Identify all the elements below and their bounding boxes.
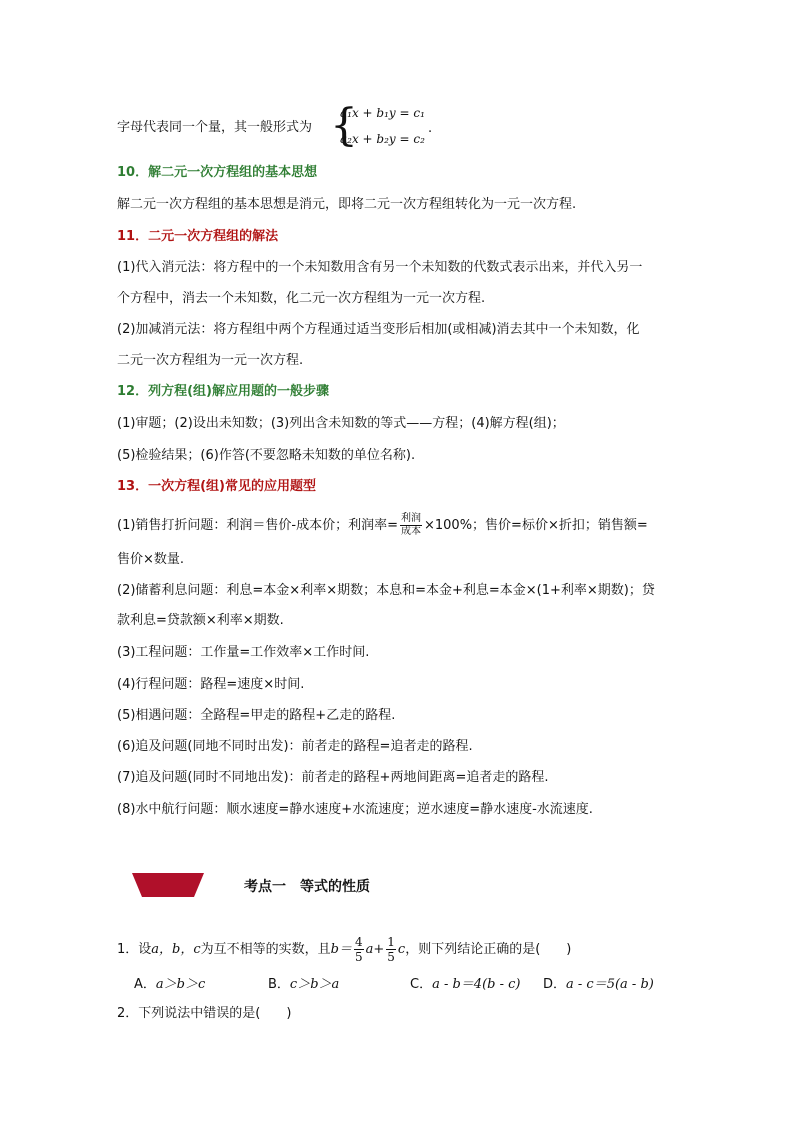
fraction-numerator: 利润: [401, 513, 421, 524]
q1-vars: a，b，c: [151, 942, 201, 957]
equation-1: a₁x + b₁y = c₁: [340, 106, 425, 120]
fraction-denominator: 成本: [401, 526, 421, 537]
intro-label: 字母代表同一个量，其一般形式为: [117, 120, 313, 135]
option-b: [268, 975, 339, 995]
s13-l2b: 款利息=贷款额×利率×期数.: [117, 613, 284, 628]
s13-l1-post: ×100%；售价=标价×折扣；销售额=: [424, 518, 648, 533]
fraction-denominator: 5: [354, 950, 363, 964]
option-d-label: D．: [543, 977, 567, 992]
option-c: [410, 975, 520, 995]
heading-11: 11．二元一次方程组的解法: [117, 229, 279, 244]
s11-p1b: 个方程中，消去一个未知数，化二元一次方程组为一元一次方程.: [117, 291, 486, 306]
q1-a: a+: [365, 942, 385, 957]
option-c-text: a - b＝4(b - c): [432, 977, 521, 992]
s11-p2b: 二元一次方程组为一元一次方程.: [117, 353, 304, 368]
s13-l6: (6)追及问题(同地不同时出发)：前者走的路程=追者走的路程.: [117, 739, 473, 754]
question-2: 2．下列说法中错误的是( ): [117, 1006, 292, 1021]
fraction-1-5: [386, 935, 396, 964]
profit-rate-fraction: [400, 513, 422, 538]
equation-2: a₂x + b₂y = c₂: [340, 132, 425, 146]
equation-system: [330, 100, 433, 154]
s13-l8: (8)水中航行问题：顺水速度=静水速度+水流速度；逆水速度=静水速度-水流速度.: [117, 802, 593, 817]
s10-body: 解二元一次方程组的基本思想是消元，即将二元一次方程组转化为一元一次方程.: [117, 197, 577, 212]
heading-10: 10．解二元一次方程组的基本思想: [117, 165, 318, 180]
option-b-label: B．: [268, 977, 290, 992]
fraction-numerator: 4: [354, 935, 363, 949]
heading-13: 13．一次方程(组)常见的应用题型: [117, 479, 316, 494]
fraction-denominator: 5: [387, 950, 395, 964]
option-d-text: a - c＝5(a - b): [566, 977, 654, 992]
q1-b-eq: b＝: [330, 942, 352, 957]
s13-l3: (3)工程问题：工作量=工作效率×工作时间.: [117, 645, 370, 660]
q1-mid: 为互不相等的实数，且: [200, 942, 331, 957]
intro-period: .: [428, 121, 433, 136]
q1-number: 1．设: [117, 942, 152, 957]
s13-l1-pre: (1)销售打折问题：利润＝售价-成本价；利润率=: [117, 518, 398, 533]
question-1: [117, 935, 571, 964]
s13-l1: [117, 513, 648, 538]
fraction-4-5: [354, 935, 364, 964]
fraction-numerator: 1: [387, 935, 395, 949]
option-a-text: a＞b＞c: [155, 977, 206, 992]
s12-l1: (1)审题；(2)设出未知数；(3)列出含未知数的等式——方程；(4)解方程(组)；: [117, 416, 565, 431]
s13-l4: (4)行程问题：路程=速度×时间.: [117, 677, 305, 692]
q1-post: ，则下列结论正确的是( ): [405, 942, 572, 957]
left-brace: {: [330, 100, 358, 151]
s13-l5: (5)相遇问题：全路程=甲走的路程+乙走的路程.: [117, 708, 396, 723]
section-banner: [132, 873, 204, 897]
s12-l2: (5)检验结果；(6)作答(不要忽略未知数的单位名称).: [117, 448, 416, 463]
option-b-text: c＞b＞a: [289, 977, 340, 992]
option-a-label: A．: [134, 977, 156, 992]
section-title: 考点一 等式的性质: [244, 879, 370, 895]
option-a: [134, 975, 205, 995]
s13-l1b: 售价×数量.: [117, 552, 185, 567]
s13-l2a: (2)储蓄利息问题：利息=本金×利率×期数；本息和=本金+利息=本金×(1+利率×期数)；贷: [117, 583, 655, 598]
s13-l7: (7)追及问题(同时不同地出发)：前者走的路程+两地间距离=追者走的路程.: [117, 770, 549, 785]
s11-p2a: (2)加减消元法：将方程组中两个方程通过适当变形后相加(或相减)消去其中一个未知数，化: [117, 322, 640, 337]
intro-text: [117, 118, 312, 138]
heading-12: 12．列方程(组)解应用题的一般步骤: [117, 384, 329, 399]
option-c-label: C．: [410, 977, 433, 992]
s11-p1a: (1)代入消元法：将方程中的一个未知数用含有另一个未知数的代数式表示出来，并代入另一: [117, 260, 643, 275]
q1-c: c: [397, 942, 406, 957]
banner-shape: [132, 873, 204, 897]
option-d: [543, 975, 654, 995]
